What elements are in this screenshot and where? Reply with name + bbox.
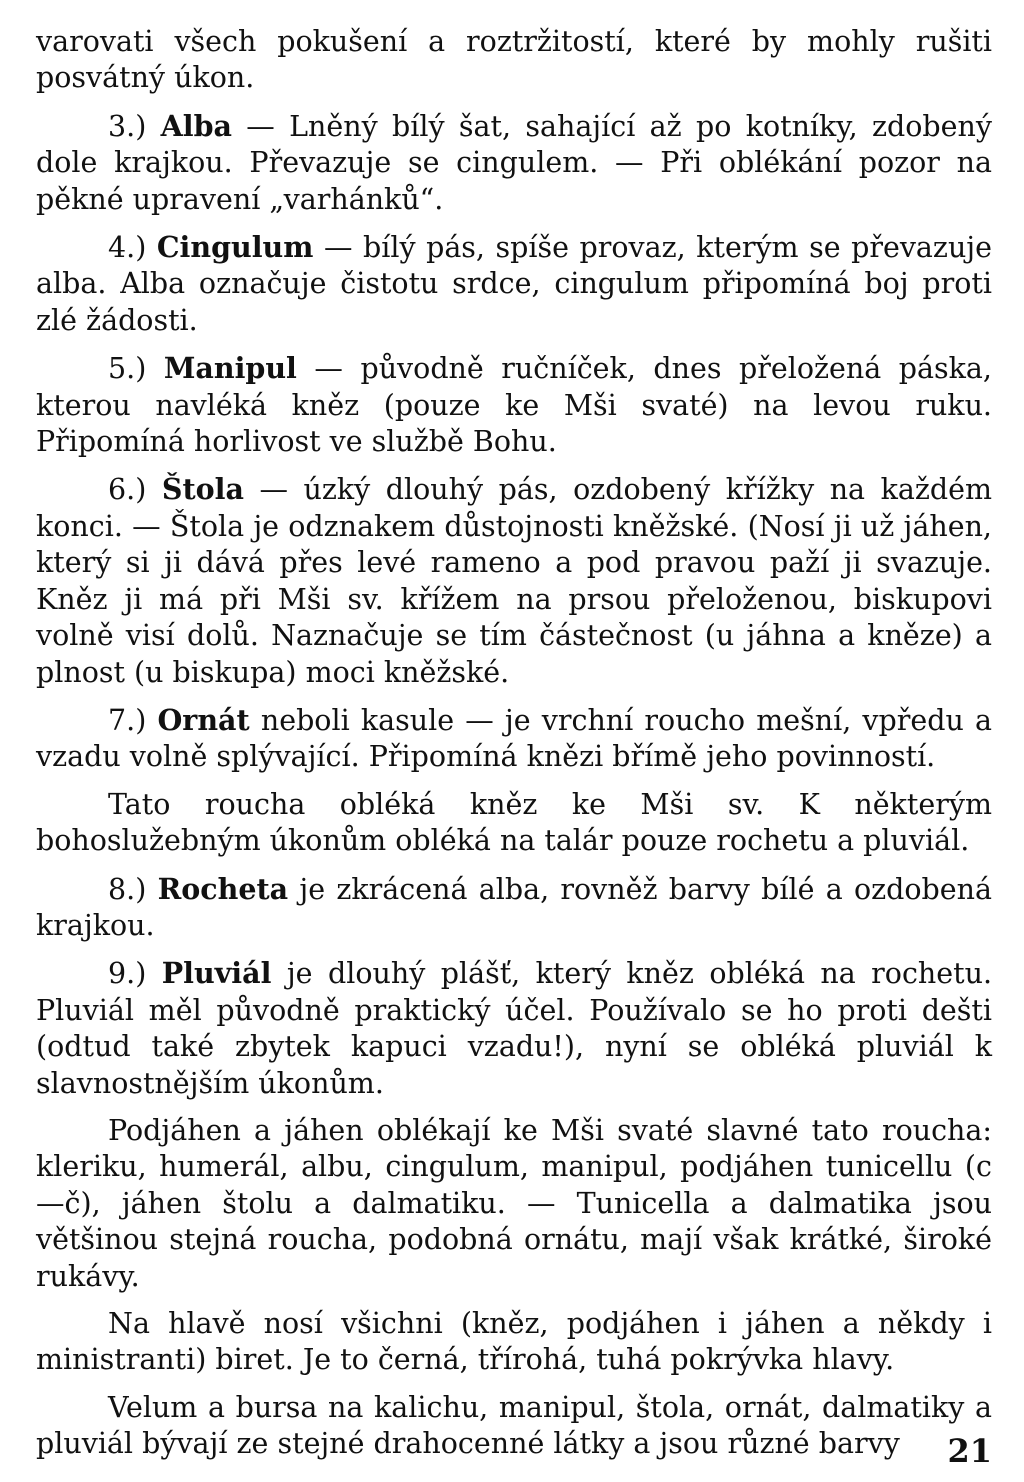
- paragraph-text: — Lněný bílý šat, sahající až po kotníky, zdobený dole krajkou. Převazuje se cingulem. — Při oblékání pozor na pěkné upravení „varhánků“.: [36, 109, 992, 216]
- paragraph-text: Tato roucha obléká kněz ke Mši sv. K některým bohoslužebným úkonům obléká na talár pouze rochetu a pluviál.: [36, 787, 992, 858]
- term-cingulum: Cingulum: [156, 230, 314, 265]
- paragraph-intro: [36, 24, 992, 97]
- paragraph-manipul: [36, 350, 992, 460]
- paragraph-ornat: [36, 702, 992, 776]
- paragraph-text: varovati všech pokušení a roztržitostí, které by mohly rušiti posvátný úkon.: [36, 25, 992, 95]
- paragraph-text: — bílý pás, spíše provaz, kterým se převazuje alba. Alba označuje čistotu srdce, cingulum připomíná boj proti zlé žádosti.: [36, 231, 993, 337]
- item-number: 8.): [108, 872, 158, 906]
- paragraph-text: Podjáhen a jáhen oblékají ke Mši svaté slavné tato roucha: kleriku, humerál, albu, cingulum, manipul, podjáhen tunicellu (c—č), jáhen štolu a dalmatiku. — Tunicella a dalmatika jsou většinou stejná roucha, podobná ornátu, mají však krátké, široké rukávy.: [36, 1113, 992, 1293]
- item-number: 7.): [108, 703, 158, 737]
- paragraph-podjahen: [36, 1113, 992, 1295]
- term-pluvial: Pluviál: [161, 956, 272, 991]
- paragraph-text: je zkrácená alba, rovněž barvy bílé a ozdobená krajkou.: [36, 872, 993, 942]
- paragraph-text: — úzký dlouhý pás, ozdobený křížky na každém konci. — Štola je odznakem důstojnosti kněžské. (Nosí ji už jáhen, který si ji dává přes levé rameno a pod pravou paží ji svazuje. Kněz ji má při Mši sv. křížem na prsou přeloženou, biskupovi volně visí dolů. Naznačuje se tím částečnost (u jáhna a kněze) a plnost (u biskupa) moci kněžské.: [36, 473, 993, 689]
- page-body: [36, 24, 992, 1464]
- page-number: 21: [947, 1432, 992, 1470]
- paragraph-stola: [36, 471, 992, 690]
- item-number: 4.): [108, 231, 157, 265]
- item-number: 6.): [108, 473, 162, 507]
- term-manipul: Manipul: [163, 351, 297, 386]
- paragraph-text: Na hlavě nosí všichni (kněz, podjáhen i jáhen a někdy i ministranti) biret. Je to černá, třírohá, tuhá pokrývka hlavy.: [36, 1307, 992, 1377]
- paragraph-text: Velum a bursa na kalichu, manipul, štola, ornát, dalmatiky a pluviál bývají ze stejné drahocenné látky a jsou různé barvy: [36, 1390, 992, 1461]
- paragraph-roucha: [36, 787, 992, 860]
- paragraph-rocheta: [36, 871, 992, 945]
- term-ornat: Ornát: [157, 702, 250, 737]
- item-number: 9.): [108, 957, 162, 991]
- paragraph-text: je dlouhý plášť, který kněz obléká na rochetu. Pluviál měl původně praktický účel. Používalo se ho proti dešti (odtud také zbytek kapuci vzadu!), nyní se obléká pluviál k slavnostnějším úkonům.: [36, 957, 993, 1100]
- paragraph-text: — původně ručníček, dnes přeložená páska, kterou navléká kněz (pouze ke Mši svaté) na levou ruku. Připomíná horlivost ve službě Bohu.: [36, 352, 992, 459]
- item-number: 5.): [108, 352, 164, 386]
- paragraph-cingulum: [36, 229, 992, 339]
- item-number: 3.): [108, 109, 161, 143]
- paragraph-pluvial: [36, 955, 992, 1102]
- term-alba: Alba: [160, 108, 232, 143]
- paragraph-text: neboli kasule — je vrchní roucho mešní, vpředu a vzadu volně splývající. Připomíná knězi břímě jeho povinností.: [36, 703, 992, 774]
- term-rocheta: Rocheta: [157, 871, 289, 906]
- paragraph-alba: [36, 108, 992, 218]
- term-stola: Štola: [161, 472, 244, 507]
- paragraph-velum: [36, 1390, 992, 1463]
- paragraph-biret: [36, 1306, 992, 1379]
